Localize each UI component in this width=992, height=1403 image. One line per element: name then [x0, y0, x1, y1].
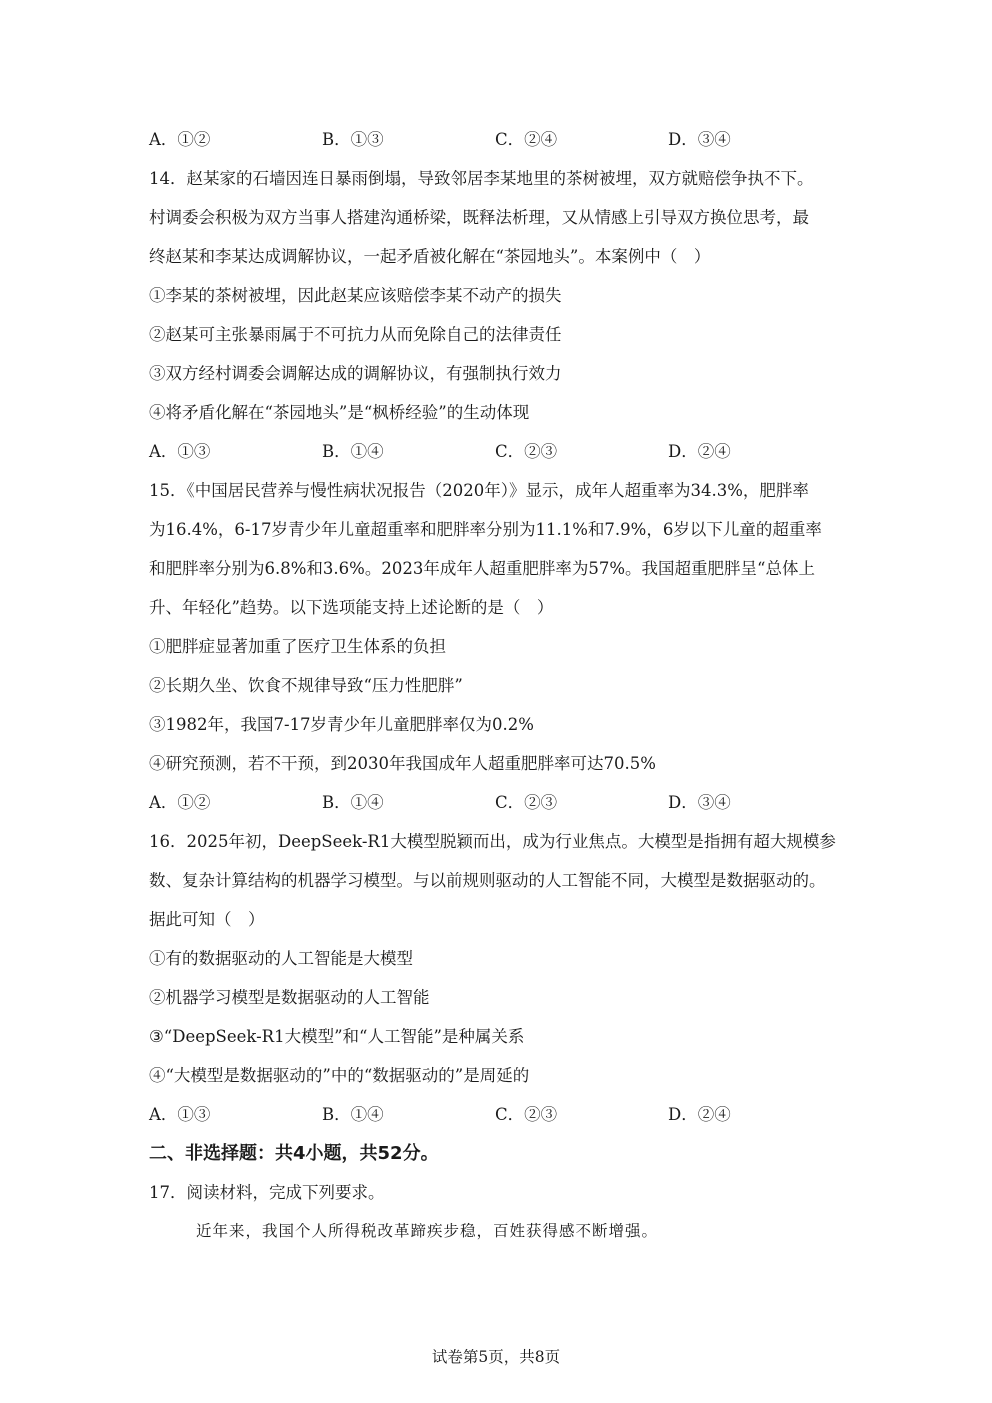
q17-stem: 17．阅读材料，完成下列要求。 [149, 1183, 385, 1202]
q14-stem-line: 14．赵某家的石墙因连日暴雨倒塌，导致邻居李某地里的茶树被埋，双方就赔偿争执不下。 [149, 169, 814, 188]
q16-option-a: A．①③ [149, 1105, 211, 1124]
q15-stem-line: 和肥胖率分别为6.8%和3.6%。2023年成年人超重肥胖率为57%。我国超重肥胖呈“总体上 [149, 559, 815, 578]
q15-option-d: D．③④ [668, 793, 731, 812]
q14-option-d: D．②④ [668, 442, 731, 461]
q15-item-2: ②长期久坐、饮食不规律导致“压力性肥胖” [149, 676, 463, 695]
q16-stem-line: 据此可知（ ） [149, 910, 265, 929]
q16-item-1: ①有的数据驱动的人工智能是大模型 [149, 949, 413, 968]
q15-stem-line: 15．《中国居民营养与慢性病状况报告（2020年）》显示，成年人超重率为34.3%，肥胖率 [149, 481, 809, 500]
q14-stem-line: 村调委会积极为双方当事人搭建沟通桥梁，既释法析理，又从情感上引导双方换位思考，最 [149, 208, 809, 227]
q13-option-b: B．①③ [322, 130, 384, 149]
q14-item-2: ②赵某可主张暴雨属于不可抗力从而免除自己的法律责任 [149, 325, 562, 344]
q15-option-b: B．①④ [322, 793, 384, 812]
q13-option-c: C．②④ [495, 130, 558, 149]
q14-item-4: ④将矛盾化解在“茶园地头”是“枫桥经验”的生动体现 [149, 403, 530, 422]
q14-option-a: A．①③ [149, 442, 211, 461]
q16-option-c: C．②③ [495, 1105, 558, 1124]
q16-option-d: D．②④ [668, 1105, 731, 1124]
q15-item-4: ④研究预测，若不干预，到2030年我国成年人超重肥胖率可达70.5% [149, 754, 656, 773]
q14-stem-line: 终赵某和李某达成调解协议，一起矛盾被化解在“茶园地头”。本案例中（ ） [149, 247, 711, 266]
q16-item-4: ④“大模型是数据驱动的”中的“数据驱动的”是周延的 [149, 1066, 530, 1085]
q15-item-3: ③1982年，我国7-17岁青少年儿童肥胖率仅为0.2% [149, 715, 534, 734]
q14-option-c: C．②③ [495, 442, 558, 461]
q14-item-1: ①李某的茶树被埋，因此赵某应该赔偿李某不动产的损失 [149, 286, 562, 305]
q15-option-a: A．①② [149, 793, 211, 812]
q16-stem-line: 16．2025年初，DeepSeek-R1大模型脱颖而出，成为行业焦点。大模型是指拥有超大规模参 [149, 832, 836, 851]
q14-item-3: ③双方经村调委会调解达成的调解协议，有强制执行效力 [149, 364, 562, 383]
q14-option-b: B．①④ [322, 442, 384, 461]
section-heading: 二、非选择题：共4小题，共52分。 [149, 1143, 439, 1164]
page-footer: 试卷第5页，共8页 [431, 1348, 561, 1366]
q15-item-1: ①肥胖症显著加重了医疗卫生体系的负担 [149, 637, 446, 656]
q16-item-2: ②机器学习模型是数据驱动的人工智能 [149, 988, 430, 1007]
q15-stem-line: 为16.4%，6-17岁青少年儿童超重率和肥胖率分别为11.1%和7.9%，6岁以下儿童的超重率 [149, 520, 822, 539]
q13-option-d: D．③④ [668, 130, 731, 149]
q17-material: 近年来，我国个人所得税改革蹄疾步稳，百姓获得感不断增强。 [196, 1222, 659, 1240]
q15-option-c: C．②③ [495, 793, 558, 812]
q15-stem-line: 升、年轻化”趋势。以下选项能支持上述论断的是（ ） [149, 598, 554, 617]
q13-option-a: A．①② [149, 130, 211, 149]
q16-item-3: ③“DeepSeek-R1大模型”和“人工智能”是种属关系 [149, 1027, 525, 1046]
q16-stem-line: 数、复杂计算结构的机器学习模型。与以前规则驱动的人工智能不同，大模型是数据驱动的。 [149, 871, 826, 890]
q16-option-b: B．①④ [322, 1105, 384, 1124]
